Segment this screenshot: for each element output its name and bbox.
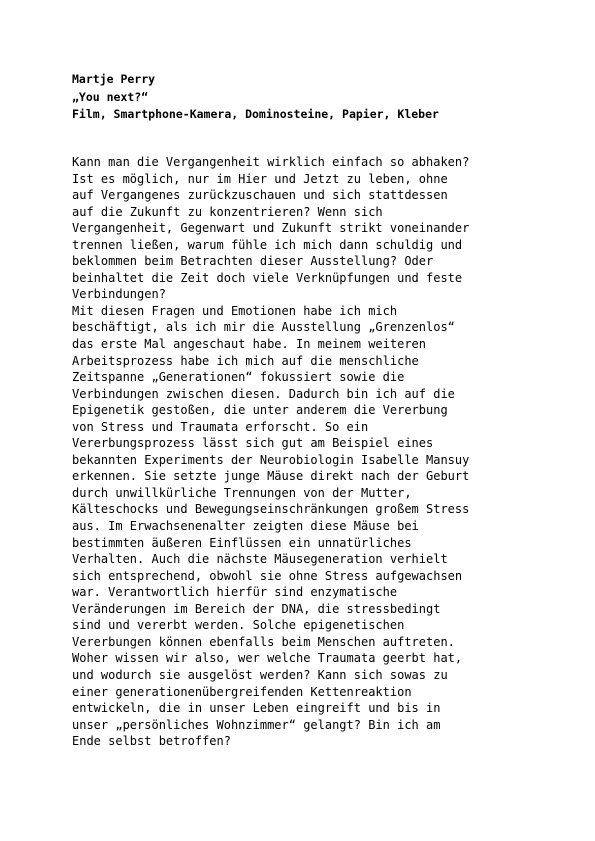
statement-line: beklommen beim Betrachten dieser Ausstellung? Oder xyxy=(72,254,434,269)
statement-line: Veränderungen im Bereich der DNA, die stressbedingt xyxy=(72,601,441,616)
artwork-header xyxy=(72,71,552,124)
statement-line: beschäftigt, als ich mir die Ausstellung „Grenzenlos“ xyxy=(72,320,455,335)
statement-line: Mit diesen Fragen und Emotionen habe ich mich xyxy=(72,303,398,318)
statement-line: auf Vergangenes zurückzuschauen und sich stattdessen xyxy=(72,188,448,203)
statement-line: entwickeln, die in unser Leben eingreift und bis in xyxy=(72,701,441,716)
statement-line: Vergangenheit, Gegenwart und Zukunft strikt voneinander xyxy=(72,221,470,236)
statement-line: Kann man die Vergangenheit wirklich einfach so abhaken? xyxy=(72,155,470,169)
statement-line: sind und vererbt werden. Solche epigenetischen xyxy=(72,618,405,633)
statement-line: Epigenetik gestoßen, die unter anderem die Vererbung xyxy=(72,403,448,418)
statement-line: Vererbungen können ebenfalls beim Menschen auftreten. xyxy=(72,634,455,649)
statement-line: durch unwillkürliche Trennungen von der Mutter, xyxy=(72,485,412,500)
statement-line: beinhaltet die Zeit doch viele Verknüpfungen und feste xyxy=(72,270,463,285)
statement-line: einer generationenübergreifenden Kettenreaktion xyxy=(72,684,412,699)
statement-line: Ist es möglich, nur im Hier und Jetzt zu leben, ohne xyxy=(72,171,448,186)
statement-line: Woher wissen wir also, wer welche Traumata geerbt hat, xyxy=(72,651,463,666)
statement-line: erkennen. Sie setzte junge Mäuse direkt nach der Geburt xyxy=(72,469,470,484)
artwork-title: „You next?“ xyxy=(72,89,149,104)
statement-line: Zeitspanne „Generationen“ fokussiert sowie die xyxy=(72,370,405,385)
statement-line: Verbindungen? xyxy=(72,287,166,302)
artist-statement xyxy=(72,154,552,750)
statement-line: und wodurch sie ausgelöst werden? Kann sich sowas zu xyxy=(72,667,448,682)
statement-line: Ende selbst betroffen? xyxy=(72,734,231,749)
statement-line: aus. Im Erwachsenenalter zeigten diese Mäuse bei xyxy=(72,519,419,534)
artwork-materials: Film, Smartphone-Kamera, Dominosteine, Papier, Kleber xyxy=(72,107,439,121)
statement-line: Verhalten. Auch die nächste Mäusegeneration verhielt xyxy=(72,552,448,567)
statement-line: war. Verantwortlich hierfür sind enzymatische xyxy=(72,585,398,600)
artist-name: Martje Perry xyxy=(72,72,156,86)
statement-line: das erste Mal angeschaut habe. In meinem weiteren xyxy=(72,337,427,352)
statement-line: von Stress und Traumata erforscht. So ein xyxy=(72,419,369,434)
statement-line: bestimmten äußeren Einflüssen ein unnatürliches xyxy=(72,535,412,550)
statement-line: Arbeitsprozess habe ich mich auf die menschliche xyxy=(72,353,419,368)
statement-line: Verbindungen zwischen diesen. Dadurch bin ich auf die xyxy=(72,386,455,401)
statement-line: Vererbungsprozess lässt sich gut am Beispiel eines xyxy=(72,436,434,451)
statement-line: auf die Zukunft zu konzentrieren? Wenn sich xyxy=(72,204,383,219)
statement-line: unser „persönliches Wohnzimmer“ gelangt? Bin ich am xyxy=(72,717,441,732)
statement-line: sich entsprechend, obwohl sie ohne Stress aufgewachsen xyxy=(72,568,463,583)
statement-line: bekannten Experiments der Neurobiologin Isabelle Mansuy xyxy=(72,452,470,467)
statement-line: Kälteschocks und Bewegungseinschränkungen großem Stress xyxy=(72,502,470,517)
statement-line: trennen ließen, warum fühle ich mich dann schuldig und xyxy=(72,237,463,252)
